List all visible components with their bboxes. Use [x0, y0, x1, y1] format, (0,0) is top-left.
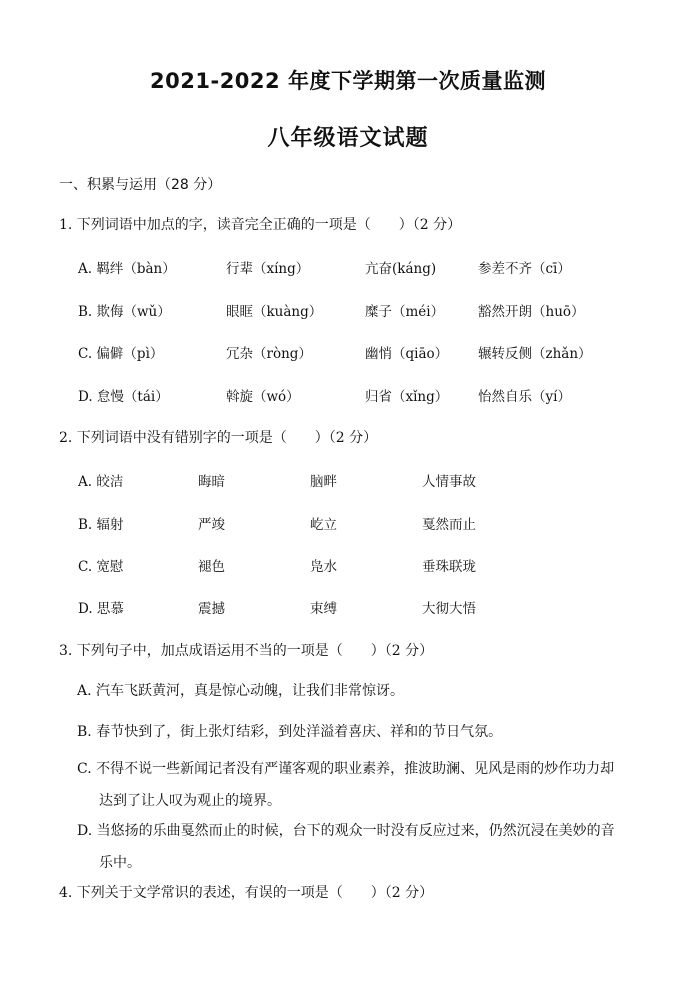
- q2-b-word-2: 严竣: [198, 517, 225, 533]
- q2-b-word-3: 屹立: [310, 517, 337, 533]
- question-1-stem: 1. 下列词语中加点的字，读音完全正确的一项是（ ）（2 分）: [59, 217, 462, 233]
- q1-b-word-3: 糜子（méi）: [365, 304, 445, 320]
- q3-option-d: [77, 815, 647, 879]
- q3-option-c-line-2: 达到了让人叹为观止的境界。: [99, 793, 281, 809]
- q1-c-word-3: 幽悄（qiāo）: [365, 346, 449, 362]
- section-heading: 一、积累与运用（28 分）: [59, 177, 222, 193]
- q1-option-row-d: [0, 385, 696, 405]
- q1-d-word-2: 斡旋（wó）: [226, 389, 300, 405]
- q3-option-c-line-1: C. 不得不说一些新闻记者没有严谨客观的职业素养，推波助澜、见风是雨的炒作功力却: [77, 761, 615, 777]
- q3-option-c: [77, 753, 647, 817]
- q2-a-word-1: A. 皎洁: [78, 474, 124, 490]
- q2-c-word-2: 褪色: [198, 559, 225, 575]
- q1-a-word-1: A. 羁绊（bàn）: [78, 261, 176, 277]
- q1-option-row-a: [0, 257, 696, 277]
- q3-option-a: [77, 675, 647, 707]
- q1-b-word-1: B. 欺侮（wǔ）: [78, 304, 171, 320]
- q2-option-row-a: [0, 470, 696, 490]
- q2-c-word-3: 凫水: [310, 559, 337, 575]
- q2-a-word-3: 脑畔: [310, 474, 337, 490]
- q3-option-d-line-1: D. 当悠扬的乐曲戛然而止的时候，台下的观众一时没有反应过来，仍然沉浸在美妙的音: [77, 823, 615, 839]
- q2-c-word-1: C. 宽慰: [78, 559, 124, 575]
- q1-c-word-2: 冗杂（ròng）: [226, 346, 312, 362]
- q1-b-word-2: 眼眶（kuàng）: [226, 304, 323, 320]
- q1-b-word-4: 豁然开朗（huō）: [478, 304, 585, 320]
- q2-a-word-2: 晦暗: [198, 474, 225, 490]
- q2-c-word-4: 垂珠联珑: [422, 559, 476, 575]
- question-2-stem: 2. 下列词语中没有错别字的一项是（ ）（2 分）: [59, 430, 378, 446]
- q2-b-word-4: 戛然而止: [422, 517, 476, 533]
- q2-d-word-2: 震撼: [198, 601, 225, 617]
- exam-subtitle: 八年级语文试题: [267, 126, 429, 151]
- q2-d-word-4: 大彻大悟: [422, 601, 476, 617]
- q1-c-word-1: C. 偏僻（pì）: [78, 346, 164, 362]
- q1-a-word-2: 行辈（xíng）: [226, 261, 310, 277]
- q2-option-row-b: [0, 513, 696, 533]
- q1-d-word-3: 归省（xǐng）: [365, 389, 449, 405]
- question-4-stem: 4. 下列关于文学常识的表述，有误的一项是（ ）（2 分）: [59, 885, 434, 901]
- q2-d-word-1: D. 思慕: [78, 601, 124, 617]
- q2-a-word-4: 人情事故: [422, 474, 476, 490]
- q2-option-row-d: [0, 597, 696, 617]
- q1-a-word-4: 参差不齐（cī）: [478, 261, 571, 277]
- q2-b-word-1: B. 辐射: [78, 517, 124, 533]
- q1-c-word-4: 辗转反侧（zhǎn）: [478, 346, 592, 362]
- q1-d-word-1: D. 怠慢（tái）: [78, 389, 169, 405]
- q3-option-a-text: A. 汽车飞跃黄河，真是惊心动魄，让我们非常惊讶。: [77, 683, 405, 699]
- q2-option-row-c: [0, 555, 696, 575]
- q3-option-b: [77, 716, 647, 748]
- q1-option-row-c: [0, 342, 696, 362]
- q1-a-word-3: 亢奋(káng): [365, 261, 437, 277]
- q1-d-word-4: 怡然自乐（yí）: [478, 389, 571, 405]
- q3-option-d-line-2: 乐中。: [99, 855, 141, 871]
- q2-d-word-3: 束缚: [310, 601, 337, 617]
- q1-option-row-b: [0, 300, 696, 320]
- q3-option-b-text: B. 春节快到了，街上张灯结彩，到处洋溢着喜庆、祥和的节日气氛。: [77, 724, 503, 740]
- question-3-stem: 3. 下列句子中，加点成语运用不当的一项是（ ）（2 分）: [59, 643, 434, 659]
- exam-title: 2021-2022 年度下学期第一次质量监测: [150, 69, 546, 93]
